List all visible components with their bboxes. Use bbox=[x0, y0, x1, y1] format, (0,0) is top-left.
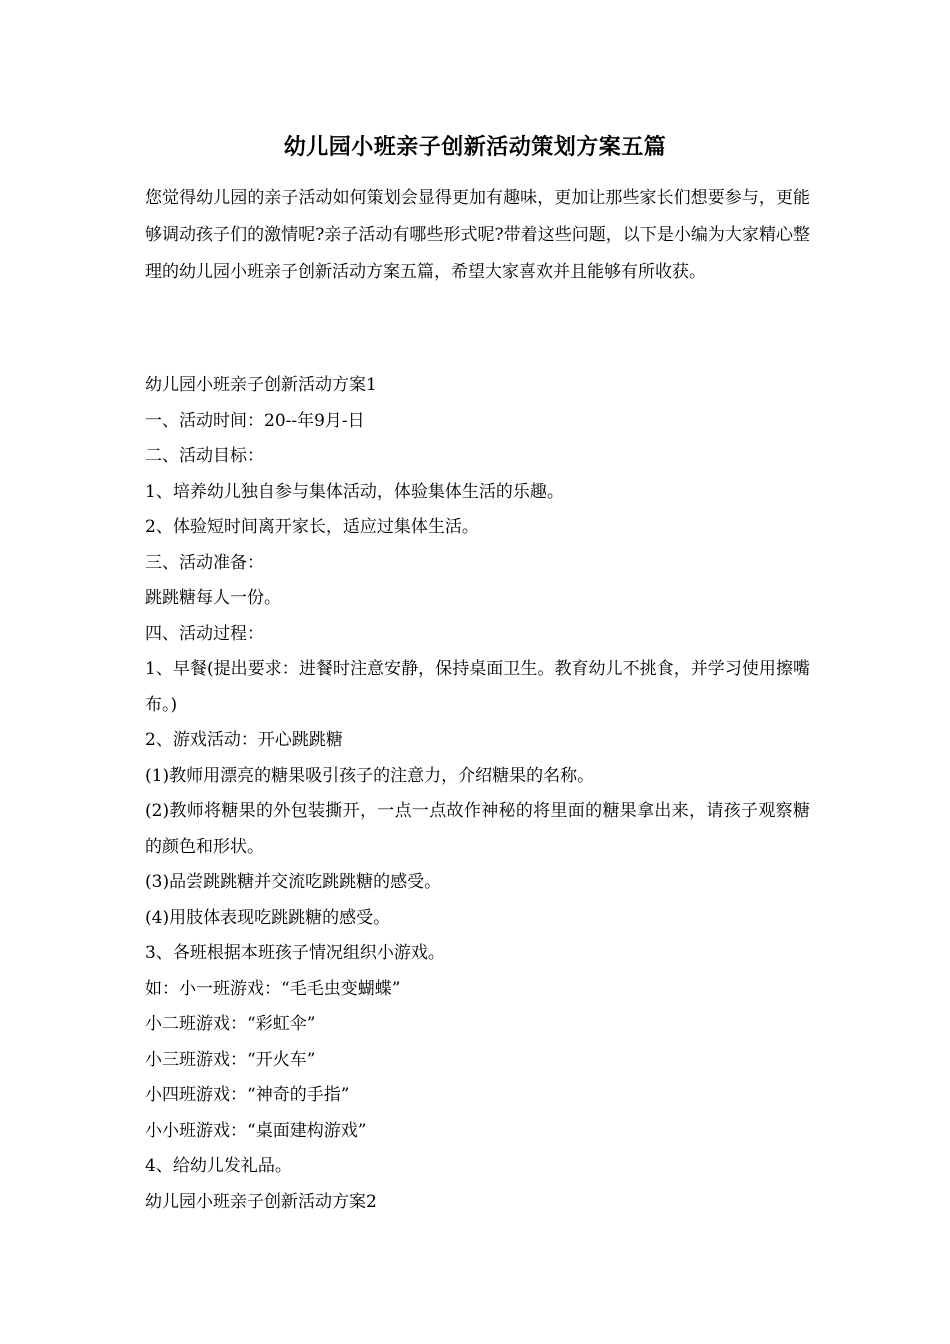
game-item-2: 小二班游戏：“彩虹伞” bbox=[145, 1014, 316, 1034]
process-item-3: 3、各班根据本班孩子情况组织小游戏。 bbox=[145, 943, 445, 963]
game-item-1: 如：小一班游戏：“毛毛虫变蝴蝶” bbox=[145, 978, 401, 999]
step-item-2: (2)教师将糖果的外包装撕开，一点一点故作神秘的将里面的糖果拿出来，请孩子观察糖的颜色和形状。 bbox=[145, 801, 810, 857]
step-item-3: (3)品尝跳跳糖并交流吃跳跳糖的感受。 bbox=[145, 872, 442, 892]
game-item-4: 小四班游戏：“神奇的手指” bbox=[145, 1085, 350, 1105]
step-item-4: (4)用肢体表现吃跳跳糖的感受。 bbox=[145, 907, 391, 928]
game-item-3: 小三班游戏：“开火车” bbox=[145, 1049, 316, 1070]
step-item-1: (1)教师用漂亮的糖果吸引孩子的注意力，介绍糖果的名称。 bbox=[145, 765, 595, 786]
prep-item-1: 跳跳糖每人一份。 bbox=[145, 588, 281, 608]
activity-time: 一、活动时间：20--年9月-日 bbox=[145, 410, 365, 431]
process-item-4: 4、给幼儿发礼品。 bbox=[145, 1156, 292, 1176]
goal-item-1: 1、培养幼儿独自参与集体活动，体验集体生活的乐趣。 bbox=[145, 481, 564, 502]
process-heading: 四、活动过程： bbox=[145, 623, 264, 644]
goal-item-2: 2、体验短时间离开家长，适应过集体生活。 bbox=[145, 517, 479, 537]
intro-paragraph: 您觉得幼儿园的亲子活动如何策划会显得更加有趣味，更加让那些家长们想要参与，更能够调动孩子们的激情呢?亲子活动有哪些形式呢?带着这些问题，以下是小编为大家精心整理的幼儿园小班亲子创新活动方案五篇，希望大家喜欢并且能够有所收获。 bbox=[145, 188, 810, 282]
process-item-1: 1、早餐(提出要求：进餐时注意安静，保持桌面卫生。教育幼儿不挑食，并学习使用擦嘴布。) bbox=[145, 659, 810, 715]
plan-1-heading: 幼儿园小班亲子创新活动方案1 bbox=[145, 375, 377, 395]
prep-heading: 三、活动准备： bbox=[145, 552, 264, 573]
document-title: 幼儿园小班亲子创新活动策划方案五篇 bbox=[283, 134, 667, 160]
plan-2-heading: 幼儿园小班亲子创新活动方案2 bbox=[145, 1191, 377, 1212]
document-body bbox=[145, 368, 810, 1220]
process-item-2: 2、游戏活动：开心跳跳糖 bbox=[145, 730, 343, 750]
game-item-5: 小小班游戏：“桌面建构游戏” bbox=[145, 1120, 367, 1141]
goal-heading: 二、活动目标： bbox=[145, 446, 264, 466]
